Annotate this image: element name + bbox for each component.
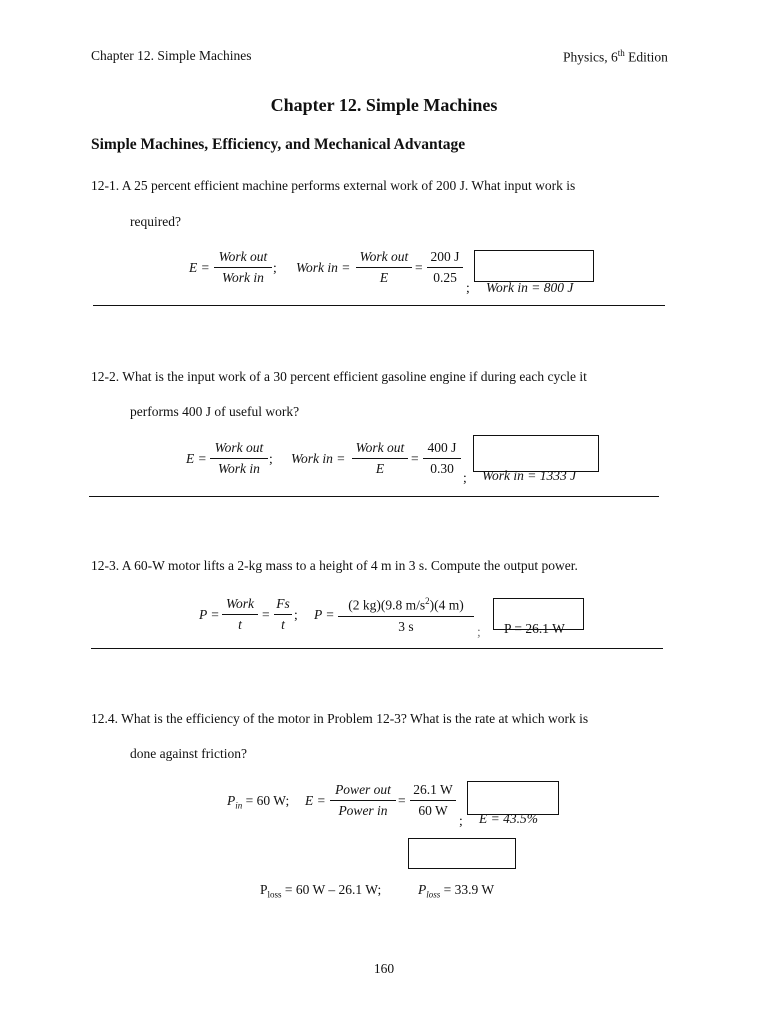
problem-12-4-text: 12.4. What is the efficiency of the motor in Problem 12-3? What is the rate at which work is	[91, 711, 589, 726]
problem-12-2-text: 12-2. What is the input work of a 30 percent efficient gasoline engine if during each cycle it	[91, 369, 587, 384]
problem-12-2-text-cont: performs 400 J of useful work?	[130, 404, 300, 419]
answer-box	[408, 838, 516, 869]
running-header-left: Chapter 12. Simple Machines	[91, 48, 252, 63]
problem-12-1-text: 12-1. A 25 percent efficient machine performs external work of 200 J. What input work is	[91, 178, 576, 193]
page-number: 160	[373, 961, 395, 976]
answer-12-4-efficiency: E = 43.5%	[479, 811, 538, 826]
power-loss-equation: $P_{loss} = 60$ W – 26.1 W;	[260, 882, 382, 900]
divider	[89, 496, 659, 497]
running-header-right: Physics, 6th Edition	[563, 48, 668, 65]
problem-12-4-text-cont: done against friction?	[130, 746, 247, 761]
answer-12-4-power-loss: $P_{loss} = 33.9$ W	[418, 882, 495, 900]
divider	[93, 305, 665, 306]
chapter-title: Chapter 12. Simple Machines	[270, 95, 498, 115]
problem-12-3-text: 12-3. A 60-W motor lifts a 2-kg mass to a height of 4 m in 3 s. Compute the output power.	[91, 558, 578, 573]
section-heading: Simple Machines, Efficiency, and Mechanical Advantage	[91, 136, 466, 153]
problem-12-1-text-cont: required?	[130, 214, 181, 229]
answer-box	[467, 781, 559, 815]
answer-box	[473, 435, 599, 472]
divider	[91, 648, 663, 649]
answer-12-3: P = 26.1 W	[504, 621, 565, 636]
answer-12-1: Work in = 800 J	[486, 280, 574, 295]
answer-12-2: Work in = 1333 J	[482, 468, 577, 483]
answer-box	[474, 250, 594, 282]
